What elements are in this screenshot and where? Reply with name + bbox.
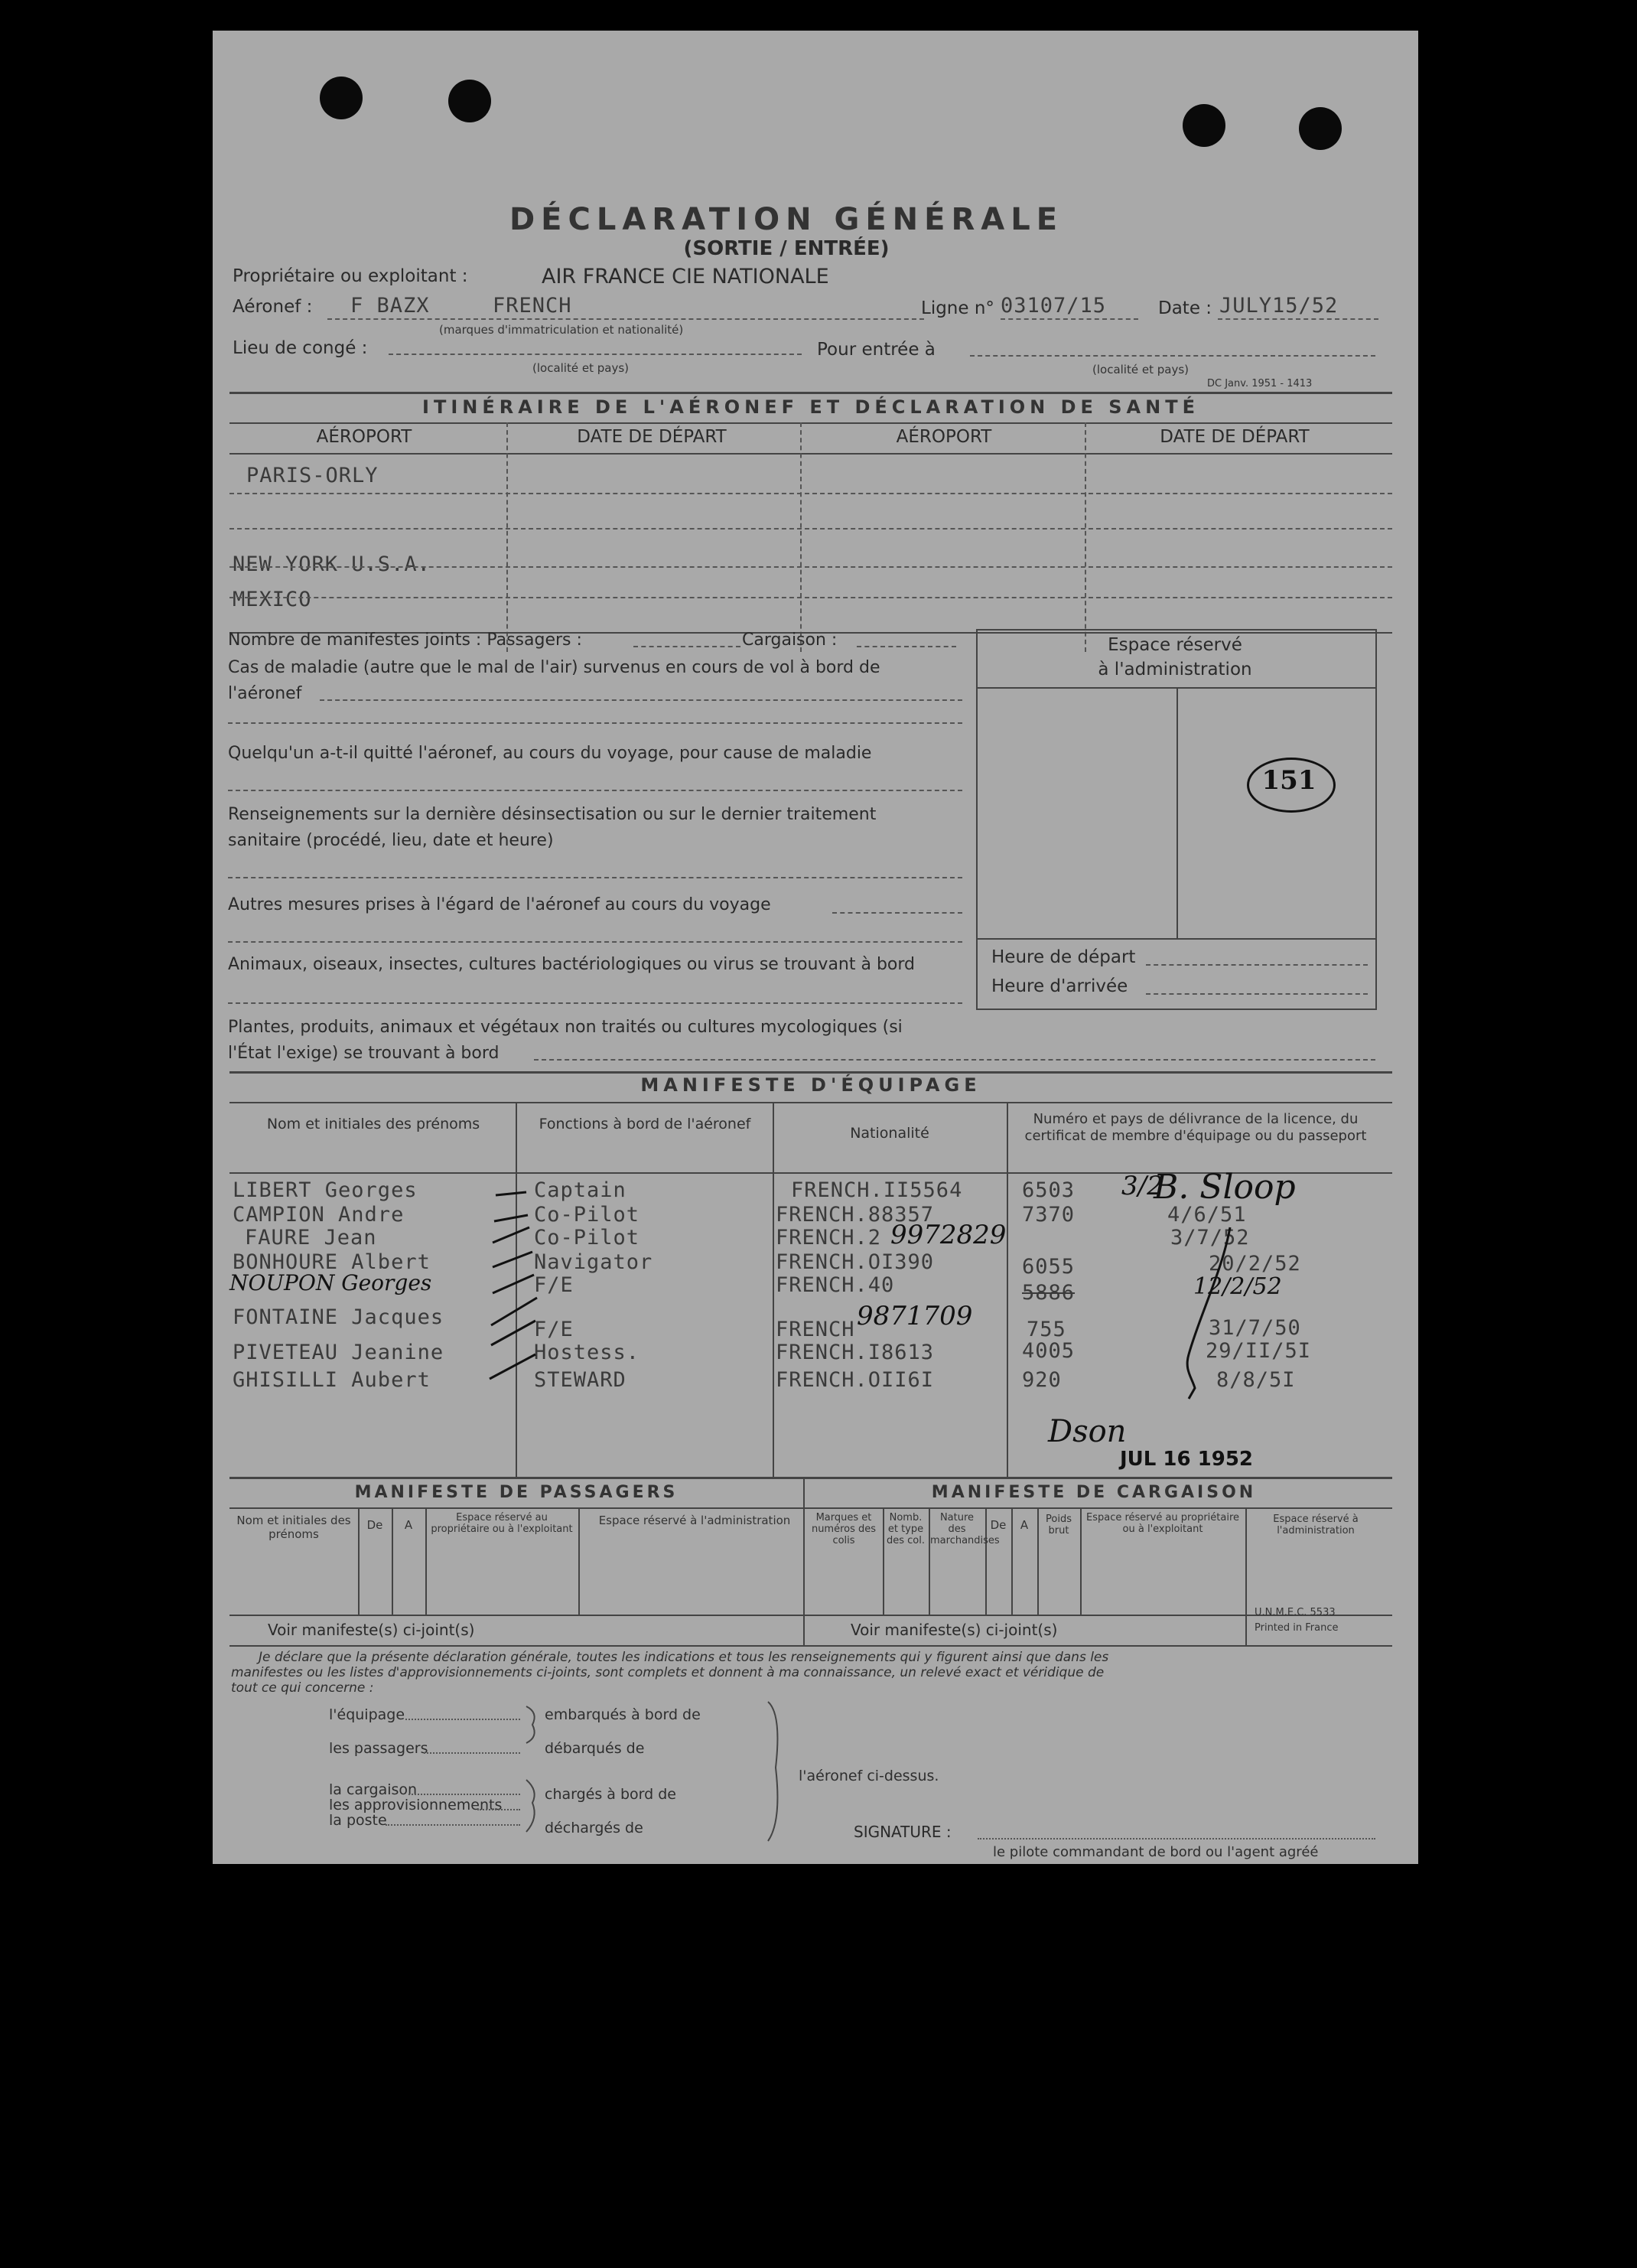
- admin-box-title-2: à l'administration: [1098, 660, 1252, 679]
- declaration-text-2: manifestes ou les listes d'approvisionnements ci-joints, sont complets et donnent à ma connaissance, un relevé exact et véridique de: [231, 1665, 1105, 1680]
- itinerary-airport-3: MEXICO: [233, 588, 312, 611]
- question-disinsection-1: Renseignements sur la dernière désinsectisation ou sur le dernier traitement: [228, 805, 877, 824]
- crew-function: STEWARD: [534, 1368, 626, 1392]
- crew-function: Navigator: [534, 1250, 653, 1274]
- crew-license-number: 7370: [1022, 1203, 1076, 1227]
- question-illness-1: Cas de maladie (autre que le mal de l'air) survenus en cours de vol à bord de: [228, 658, 880, 677]
- crew-name: GHISILLI Aubert: [233, 1368, 431, 1392]
- crew-nationality: FRENCH.2: [776, 1226, 882, 1250]
- punch-hole: [1299, 107, 1342, 150]
- itinerary-header-airport: AÉROPORT: [316, 427, 412, 447]
- crew-manifest-title: MANIFESTE D'ÉQUIPAGE: [640, 1074, 981, 1096]
- cargo-header-from: De: [990, 1518, 1007, 1532]
- cargo-header-owner: Espace réservé au propriétaire ou à l'exploitant: [1085, 1512, 1240, 1535]
- aircraft-note: (marques d'immatriculation et nationalité): [439, 323, 684, 337]
- owner-label: Propriétaire ou exploitant :: [233, 266, 468, 286]
- entree-note: (localité et pays): [1092, 363, 1189, 376]
- departure-time-label: Heure de départ: [991, 947, 1136, 967]
- crew-nationality: FRENCH.II5564: [791, 1178, 963, 1202]
- question-disinsection-2: sanitaire (procédé, lieu, date et heure): [228, 831, 554, 850]
- declaration-text-1: Je déclare que la présente déclaration générale, toutes les indications et tous les renseignements qui y figurent ainsi que dans les: [259, 1650, 1109, 1665]
- crew-header-function: Fonctions à bord de l'aéronef: [539, 1116, 751, 1132]
- crew-function: Co-Pilot: [534, 1226, 640, 1250]
- tick-marks: [488, 1178, 580, 1408]
- question-plants-2: l'État l'exige) se trouvant à bord: [228, 1044, 500, 1063]
- captain-signature: B. Sloop: [1154, 1168, 1296, 1207]
- passenger-footer: Voir manifeste(s) ci-joint(s): [268, 1621, 475, 1639]
- entree-label: Pour entrée à: [817, 340, 936, 360]
- declaration-cargo: la cargaison: [329, 1781, 418, 1798]
- passenger-manifest-title: MANIFESTE DE PASSAGERS: [354, 1483, 679, 1502]
- itinerary-header-date-2: DATE DE DÉPART: [1160, 427, 1310, 447]
- crew-license-date: 3/2: [1121, 1171, 1163, 1201]
- lieu-label: Lieu de congé :: [233, 338, 368, 358]
- unmec-reference: U.N.M.E.C. 5533: [1255, 1607, 1336, 1618]
- form-title: DÉCLARATION GÉNÉRALE: [509, 202, 1064, 237]
- crew-license-date: 4/6/51: [1167, 1203, 1247, 1227]
- number-stamp-value: 151: [1261, 765, 1316, 796]
- punch-hole: [320, 77, 363, 119]
- crew-nationality: FRENCH.OII6I: [776, 1368, 935, 1392]
- crew-license-date: 29/II/5I: [1206, 1339, 1312, 1363]
- cargo-count-label: Cargaison :: [742, 631, 838, 650]
- cargo-header-weight: Poids brut: [1046, 1514, 1072, 1536]
- crew-license-number: 755: [1027, 1318, 1066, 1341]
- crew-header-nationality: Nationalité: [850, 1125, 929, 1142]
- passenger-header-admin: Espace réservé à l'administration: [598, 1514, 791, 1527]
- line-value: 03107/15: [1001, 294, 1107, 318]
- declaration-embarked: embarqués à bord de: [545, 1706, 701, 1723]
- declaration-text-3: tout ce qui concerne :: [231, 1680, 374, 1696]
- bracket-line: [1115, 1224, 1268, 1400]
- crew-license-number: 4005: [1022, 1339, 1076, 1363]
- crew-license-number: 6055: [1022, 1255, 1076, 1279]
- manifests-label: Nombre de manifestes joints : Passagers :: [228, 631, 582, 650]
- form-subtitle: (SORTIE / ENTRÉE): [683, 237, 890, 260]
- cargo-header-marks: Marques et numéros des colis: [811, 1512, 877, 1546]
- crew-license-date: 31/7/50: [1209, 1316, 1301, 1340]
- crew-name: NOUPON Georges: [229, 1270, 432, 1295]
- declaration-brackets: [522, 1703, 552, 1841]
- crew-license-date: 12/2/52: [1193, 1273, 1282, 1300]
- passenger-header-to: A: [404, 1518, 413, 1532]
- passenger-header-from: De: [366, 1518, 383, 1532]
- cargo-header-count: Nomb. et type des col.: [886, 1512, 925, 1546]
- signature-label: SIGNATURE :: [854, 1823, 952, 1841]
- itinerary-airport-1: PARIS-ORLY: [246, 464, 379, 487]
- crew-handwritten-number: 9871709: [857, 1301, 973, 1331]
- form-reference: DC Janv. 1951 - 1413: [1207, 378, 1313, 389]
- crew-header-name: Nom et initiales des prénoms: [266, 1116, 480, 1132]
- declaration-crew: l'équipage: [329, 1706, 405, 1723]
- aircraft-nationality: FRENCH: [493, 294, 572, 318]
- crew-function: Captain: [534, 1178, 626, 1202]
- declaration-mail: la poste: [329, 1812, 387, 1829]
- crew-function: Co-Pilot: [534, 1203, 640, 1227]
- declaration-loaded: chargés à bord de: [545, 1786, 676, 1803]
- crew-handwritten-number: 9972829: [890, 1220, 1007, 1250]
- crew-function: F/E: [534, 1273, 574, 1297]
- itinerary-header-airport-2: AÉROPORT: [896, 427, 992, 447]
- crew-name: PIVETEAU Jeanine: [233, 1341, 444, 1364]
- crew-name: FAURE Jean: [245, 1226, 377, 1250]
- crew-name: FONTAINE Jacques: [233, 1305, 444, 1329]
- line-label: Ligne n°: [921, 298, 994, 318]
- cargo-footer: Voir manifeste(s) ci-joint(s): [851, 1621, 1058, 1639]
- owner-value: AIR FRANCE CIE NATIONALE: [542, 265, 829, 288]
- date-value: JULY15/52: [1219, 294, 1339, 318]
- punch-hole: [1183, 104, 1225, 147]
- crew-name: BONHOURE Albert: [233, 1250, 431, 1274]
- itinerary-header-date: DATE DE DÉPART: [577, 427, 727, 447]
- passenger-header-owner: Espace réservé au propriétaire ou à l'exploitant: [431, 1512, 573, 1535]
- document-page: [213, 31, 1418, 1864]
- question-illness-2: l'aéronef: [228, 684, 302, 703]
- question-plants-1: Plantes, produits, animaux et végétaux non traités ou cultures mycologiques (si: [228, 1018, 903, 1037]
- passenger-header-name: Nom et initiales des prénoms: [236, 1514, 351, 1541]
- admin-box-title-1: Espace réservé: [1108, 635, 1242, 655]
- itinerary-airport-2: NEW YORK U.S.A.: [233, 552, 431, 576]
- crew-nationality: FRENCH: [776, 1318, 855, 1341]
- crew-license-date: 3/7/52: [1170, 1226, 1250, 1250]
- declaration-aircraft: l'aéronef ci-dessus.: [799, 1768, 939, 1784]
- crew-name: LIBERT Georges: [233, 1178, 418, 1202]
- cargo-header-to: A: [1020, 1518, 1029, 1532]
- punch-hole: [448, 80, 491, 122]
- question-animals: Animaux, oiseaux, insectes, cultures bactériologiques ou virus se trouvant à bord: [228, 955, 916, 974]
- crew-license-number: 5886: [1022, 1281, 1076, 1305]
- declaration-supplies: les approvisionnements: [329, 1797, 503, 1813]
- printed-in-france: Printed in France: [1255, 1622, 1339, 1634]
- date-stamp: JUL 16 1952: [1120, 1448, 1254, 1471]
- crew-license-date: 8/8/5I: [1216, 1368, 1296, 1392]
- crew-name: CAMPION Andre: [233, 1203, 405, 1227]
- question-other-measures: Autres mesures prises à l'égard de l'aéronef au cours du voyage: [228, 895, 771, 914]
- signature-note: le pilote commandant de bord ou l'agent agréé: [993, 1844, 1319, 1860]
- declaration-big-bracket: [765, 1699, 788, 1844]
- aircraft-label: Aéronef :: [233, 297, 313, 317]
- crew-header-license: Numéro et pays de délivrance de la licence, du certificat de membre d'équipage ou du passeport: [1024, 1111, 1367, 1144]
- cargo-header-nature: Nature des marchandises: [930, 1512, 1000, 1546]
- declaration-disembarked: débarqués de: [545, 1740, 645, 1757]
- declaration-passengers: les passagers: [329, 1740, 428, 1757]
- lieu-note: (localité et pays): [532, 361, 629, 375]
- question-left-aircraft: Quelqu'un a-t-il quitté l'aéronef, au cours du voyage, pour cause de maladie: [228, 744, 872, 763]
- initials-signature: Dson: [1048, 1414, 1127, 1449]
- crew-license-date: 20/2/52: [1209, 1252, 1301, 1276]
- aircraft-registration: F BAZX: [350, 294, 430, 318]
- crew-nationality: FRENCH.40: [776, 1273, 895, 1297]
- crew-license-number: 920: [1022, 1368, 1062, 1392]
- crew-nationality: FRENCH.88357: [776, 1203, 935, 1227]
- cargo-manifest-title: MANIFESTE DE CARGAISON: [931, 1483, 1257, 1502]
- crew-function: F/E: [534, 1318, 574, 1341]
- declaration-unloaded: déchargés de: [545, 1820, 643, 1836]
- arrival-time-label: Heure d'arrivée: [991, 976, 1128, 996]
- itinerary-title: ITINÉRAIRE DE L'AÉRONEF ET DÉCLARATION DE SANTÉ: [422, 396, 1199, 418]
- crew-nationality: FRENCH.OI390: [776, 1250, 935, 1274]
- crew-function: Hostess.: [534, 1341, 640, 1364]
- crew-nationality: FRENCH.I8613: [776, 1341, 935, 1364]
- crew-license-number: 6503: [1022, 1178, 1076, 1202]
- date-label: Date :: [1158, 298, 1212, 318]
- cargo-header-admin: Espace réservé à l'administration: [1273, 1514, 1359, 1536]
